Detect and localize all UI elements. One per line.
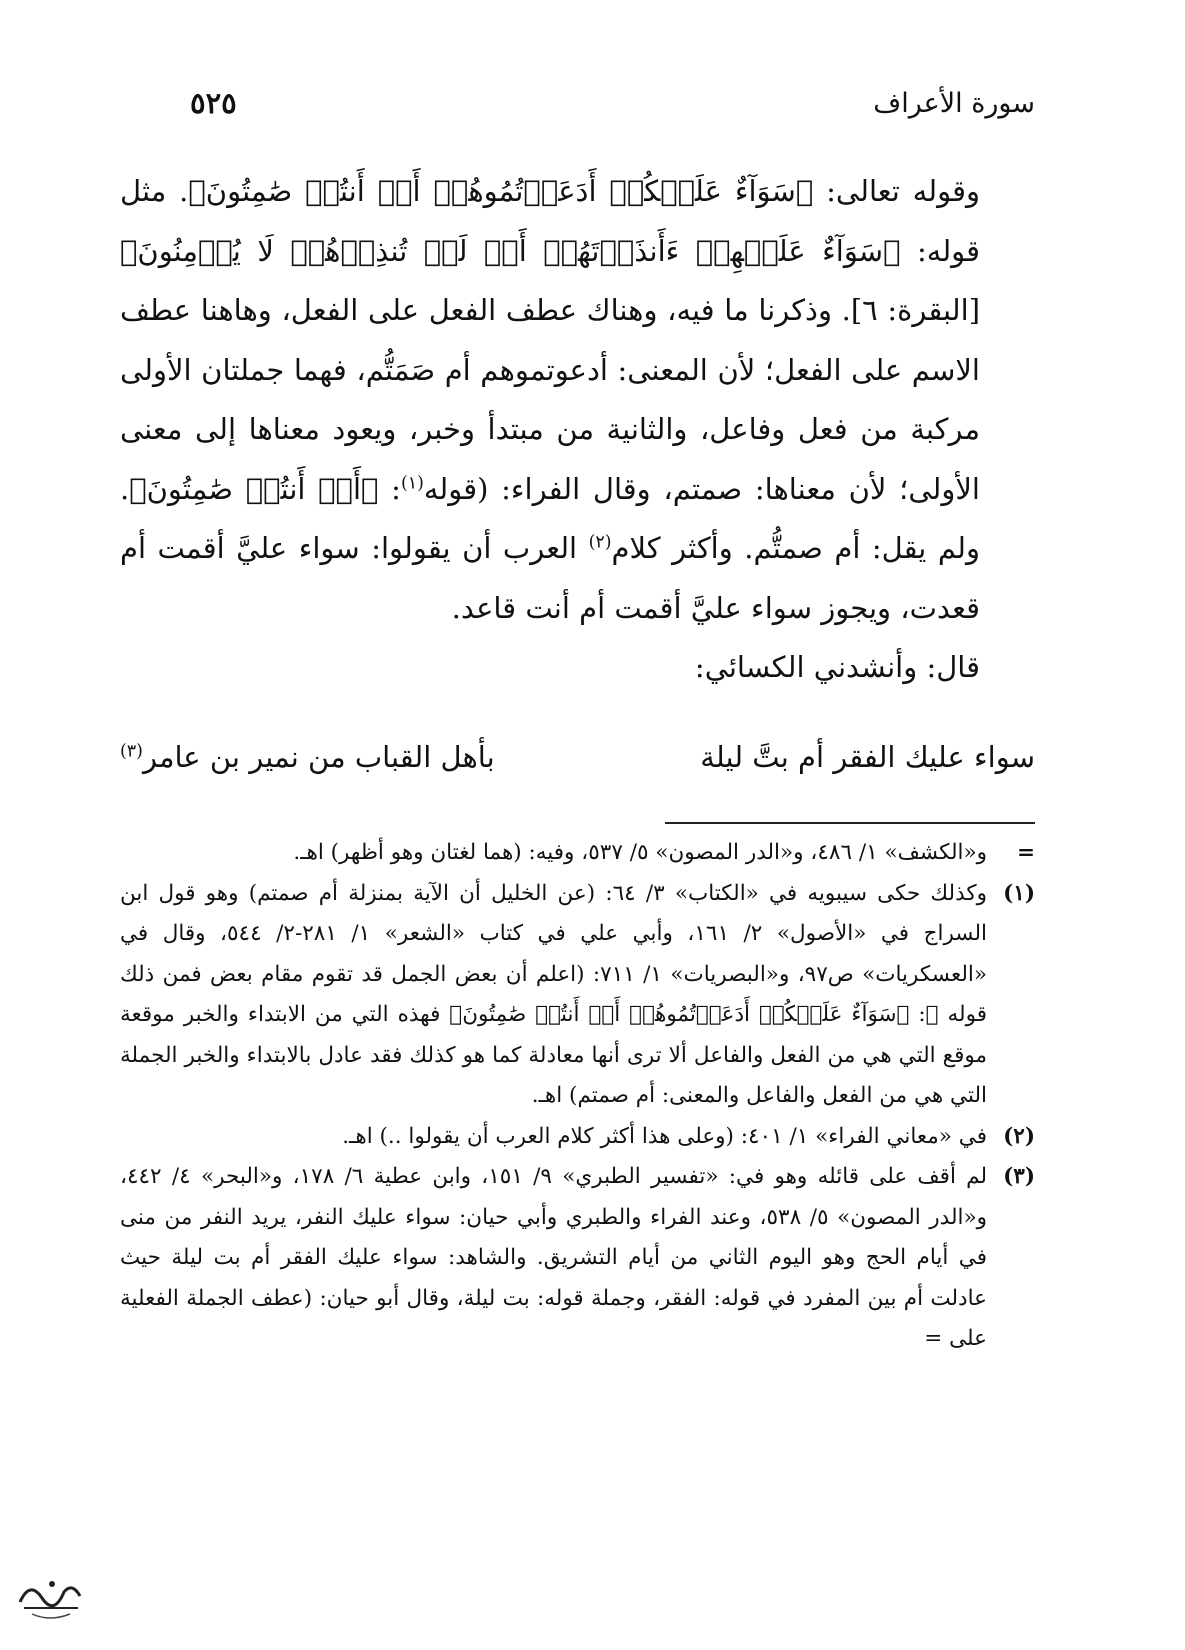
text-run: . ولم يقل: أم صمتُّم. وأكثر كلام — [120, 471, 980, 565]
footnote-ref-1[interactable]: (١) — [400, 472, 424, 493]
page-number: ٥٢٥ — [190, 86, 237, 120]
footnote-number: (١) — [1003, 880, 1035, 906]
footnote — [120, 1117, 1035, 1158]
quran-quote: ﴿سَوَآءٌ عَلَيۡكُمۡ أَدَعَوۡتُمُوهُمۡ أَمۡ أَنتُمۡ صَٰمِتُونَ﴾ — [188, 174, 814, 208]
text-run: . مثل قوله: — [120, 174, 980, 268]
verse-text: بأهل القباب من نمير بن عامر — [142, 740, 495, 774]
footnote-ref-3[interactable]: (٣) — [120, 741, 143, 762]
text-run: : — [378, 471, 401, 506]
footnote — [120, 833, 1035, 874]
footnote-text: وكذلك حكى سيبويه في «الكتاب» ٣/ ٦٤: (عن الخليل أن الآية بمنزلة أم صمتم) وهو قول ابن السراج في «الأصول» ٢/ ١٦١، وأبي علي في كتاب «الشعر» ١/ ٢٨١-٢/ ٥٤٤، وقال في «العسكريات» ص٩٧، و«البصريات» ١/ ٧١١: (اعلم أن بعض الجمل قد تقوم مقام بعض فمن ذلك قوله ﷻ: ﴿سَوَآءٌ عَلَيۡكُمۡ أَدَعَوۡتُمُوهُمۡ أَمۡ أَنتُمۡ صَٰمِتُونَ﴾ فهذه التي من الابتداء والخبر موقعة موقع التي هي من الفعل والفاعل ألا ترى أنها معادلة كما هو كذلك فقد عادل بالابتداء والخبر الجملة التي هي من الفعل والفاعل والمعنى: أم صمتم) اهـ. — [120, 880, 988, 1108]
footnote-separator — [665, 822, 1035, 824]
footnote — [120, 1157, 1035, 1360]
poetry-verse — [120, 740, 1035, 800]
quran-quote: ﴿سَوَآءٌ عَلَيۡهِمۡ ءَأَنذَرۡتَهُمۡ أَمۡ لَمۡ تُنذِرۡهُمۡ لَا يُؤۡمِنُونَ﴾ — [120, 233, 901, 268]
paragraph-1 — [120, 162, 1035, 638]
footnotes — [120, 833, 1035, 1360]
text-run: وقوله تعالى: — [813, 174, 980, 208]
verse-second-hemistich — [120, 740, 495, 774]
library-logo-icon — [12, 1562, 87, 1628]
footnote-text: في «معاني الفراء» ١/ ٤٠١: (وعلى هذا أكثر كلام العرب أن يقولوا ..) اهـ. — [342, 1123, 987, 1149]
footnote-ref-2[interactable]: (٢) — [588, 532, 612, 553]
quran-quote: ﴿أَمۡ أَنتُمۡ صَٰمِتُونَ﴾ — [129, 471, 379, 506]
footnote-number: (٢) — [1003, 1123, 1035, 1149]
footnote — [120, 874, 1035, 1117]
footnote-number: (٣) — [1003, 1164, 1035, 1189]
text-run: [البقرة: ٦]. وذكرنا ما فيه، وهناك عطف الفعل على الفعل، وهاهنا عطف الاسم على الفعل؛ لأن المعنى: أدعوتموهم أم صَمَتُّم، فهما جملتان الأولى مركبة من فعل وفاعل، والثانية من مبتدأ وخبر، ويعود معناها إلى معنى الأولى؛ لأن معناها: صمتم، وقال الفراء: (قوله — [120, 293, 981, 506]
paragraph-2: قال: وأنشدني الكسائي: — [694, 650, 980, 684]
surah-title: سورة الأعراف — [873, 88, 1035, 119]
page-header — [150, 88, 1035, 138]
footnote-number: = — [1016, 840, 1035, 865]
footnote-text: لم أقف على قائله وهو في: «تفسير الطبري» ٩/ ١٥١، وابن عطية ٦/ ١٧٨، و«البحر» ٤/ ٤٤٢، و«الدر المصون» ٥/ ٥٣٨، وعند الفراء والطبري وأبي حيان: سواء عليك النفر، يريد النفر من منى في أيام الحج وهو اليوم الثاني من أيام التشريق. والشاهد: سواء عليك الفقر أم بت ليلة حيث عادلت أم بين المفرد في قوله: الفقر، وجملة قوله: بت ليلة، وقال أبو حيان: (عطف الجملة الفعلية على = — [120, 1164, 988, 1351]
text-run: العرب أن يقولوا: سواء عليَّ أقمت أم قعدت، ويجوز سواء عليَّ أقمت أم أنت قاعد. — [120, 531, 980, 625]
verse-first-hemistich: سواء عليك الفقر أم بتَّ ليلة — [700, 740, 1035, 774]
main-text — [120, 162, 1035, 698]
footnote-text: و«الكشف» ١/ ٤٨٦، و«الدر المصون» ٥/ ٥٣٧، وفيه: (هما لغتان وهو أظهر) اهـ. — [293, 840, 987, 865]
